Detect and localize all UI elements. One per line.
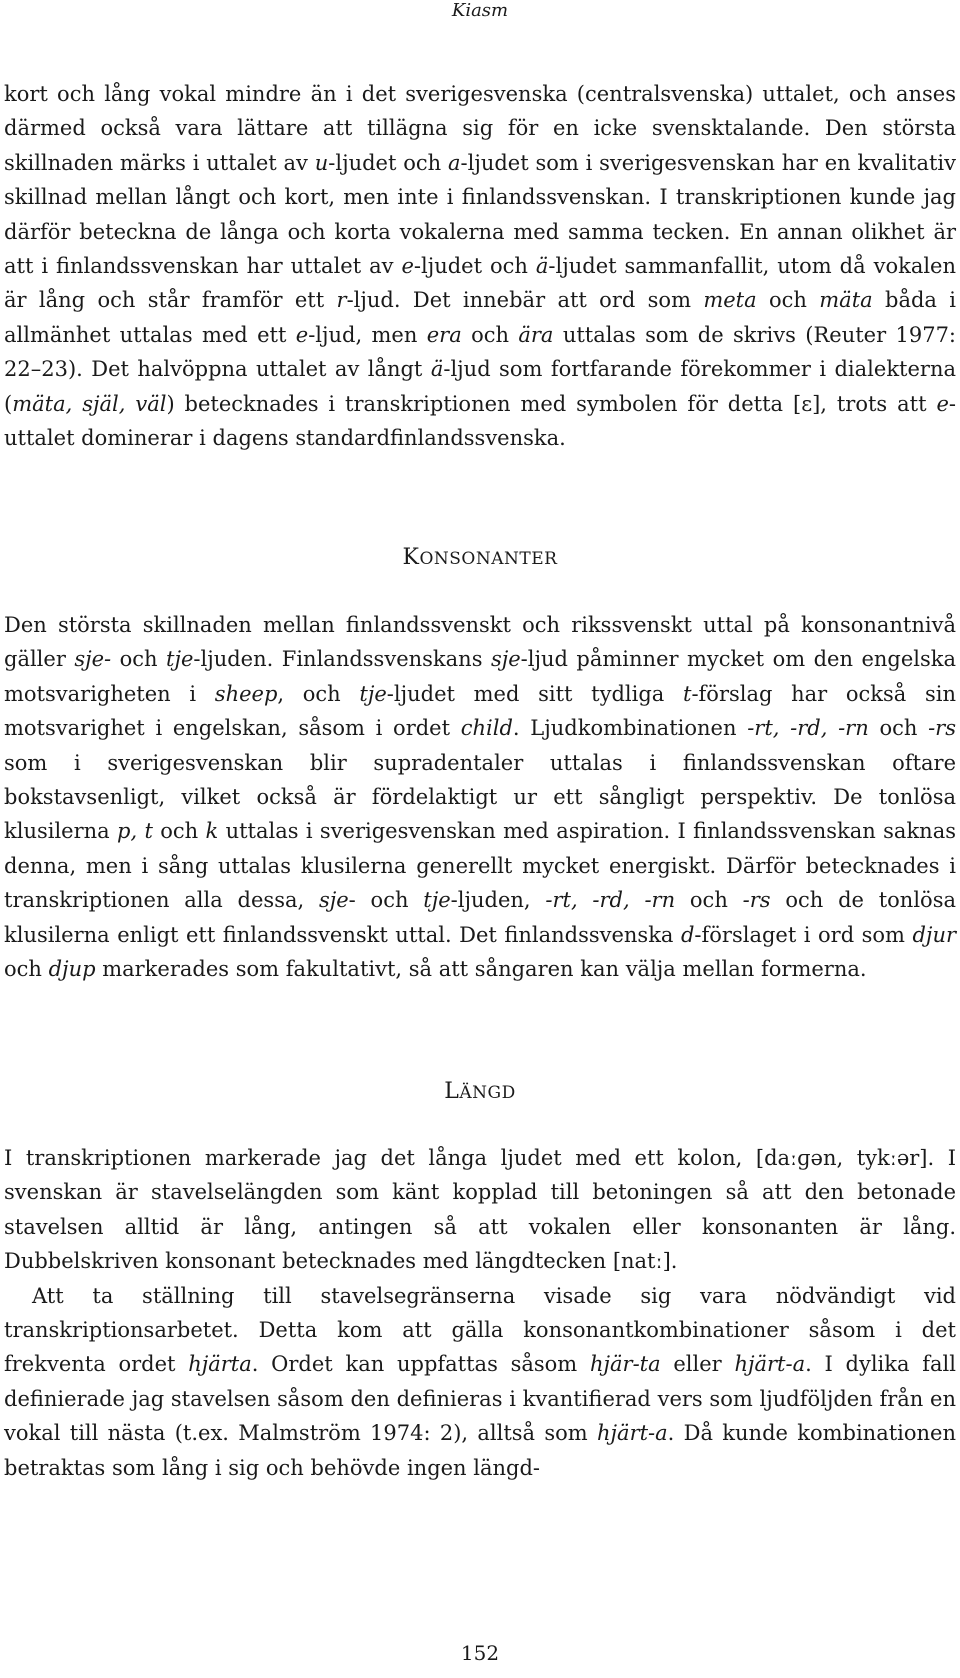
paragraph: Den största skillnaden mellan finlandssvenskt och rikssvenskt uttal på konsonantnivå gäller sje- och tje-ljuden. Finlandssvenskans sje-ljud påminner mycket om den engelska motsvarigheten i sheep, och tje-ljudet med sitt tydliga t-förslag har också sin motsvarighet i engelskan, såsom i ordet child. Ljudkombinationen -rt, -rd, -rn och -rs som i sverigesvenskan blir supradentaler uttalas i finlandssvenskan oftare bokstavsenligt, vilket också är fördelaktigt ur ett sångligt perspektiv. De tonlösa klusilerna p, t och k uttalas i sverigesvenskan med aspiration. I finlandssvenskan saknas denna, men i sång uttalas klusilerna generellt mycket energiskt. Därför betecknades i transkriptionen alla dessa, sje- och tje-ljuden, -rt, -rd, -rn och -rs och de tonlösa klusilerna enligt ett finlandssvenskt uttal. Det finlandssvenska d-förslaget i ord som djur och djup markerades som fakultativt, så att sångaren kan välja mellan formerna.: [4, 613, 957, 982]
running-header: Kiasm: [451, 0, 509, 21]
paragraph: Att ta ställning till stavelsegränserna visade sig vara nödvändigt vid transkriptionsarbetet. Detta kom att gälla konsonantkombinationer såsom i det frekventa ordet hjärta. Ordet kan uppfattas såsom hjär-ta eller hjärt-a. I dylika fall definierade jag stavelsen såsom den definieras i kvantifierad vers som ljudföljden från en vokal till nästa (t.ex. Malmström 1974: 2), alltså som hjärt-a. Då kunde kombinationen betraktas som lång i sig och behövde ingen längd-: [4, 1283, 957, 1480]
langd-paragraph-block: [4, 1141, 956, 1485]
paragraph: I transkriptionen markerade jag det långa ljudet med ett kolon, [daːɡən, tykːər]. I svenskan är stavelselängden som känt kopplad till betoningen så att den betonade stavelsen alltid är lång, antingen så att vokalen eller konsonanten är lång. Dubbelskriven konsonant betecknades med längdtecken [natː].: [4, 1146, 956, 1274]
section-heading-konsonanter: KONSONANTER: [402, 545, 558, 570]
section-heading-langd: LÄNGD: [444, 1079, 516, 1104]
intro-paragraph-block: [4, 77, 956, 455]
paragraph: kort och lång vokal mindre än i det sverigesvenska (centralsvenska) uttalet, och anses därmed också vara lättare att tillägna sig för en icke svensktalande. Den största skillnaden märks i uttalet av u-ljudet och a-ljudet som i sverigesvenskan har en kvalitativ skillnad mellan långt och kort, men inte i finlandssvenskan. I transkriptionen kunde jag därför beteckna de långa och korta vokalerna med samma tecken. En annan olikhet är att i finlandssvenskan har uttalet av e-ljudet och ä-ljudet sammanfallit, utom då vokalen är lång och står framför ett r-ljud. Det innebär att ord som meta och mäta båda i allmänhet uttalas med ett e-ljud, men era och ära uttalas som de skrivs (Reuter 1977: 22–23). Det halvöppna uttalet av långt ä-ljud som fortfarande förekommer i dialekterna (mäta, själ, väl) betecknades i transkriptionen med symbolen för detta [ɛ], trots att e-uttalet dominerar i dagens standardfinlandssvenska.: [4, 82, 957, 451]
konsonanter-paragraph-block: [4, 608, 956, 986]
page-number: 152: [460, 1641, 500, 1665]
